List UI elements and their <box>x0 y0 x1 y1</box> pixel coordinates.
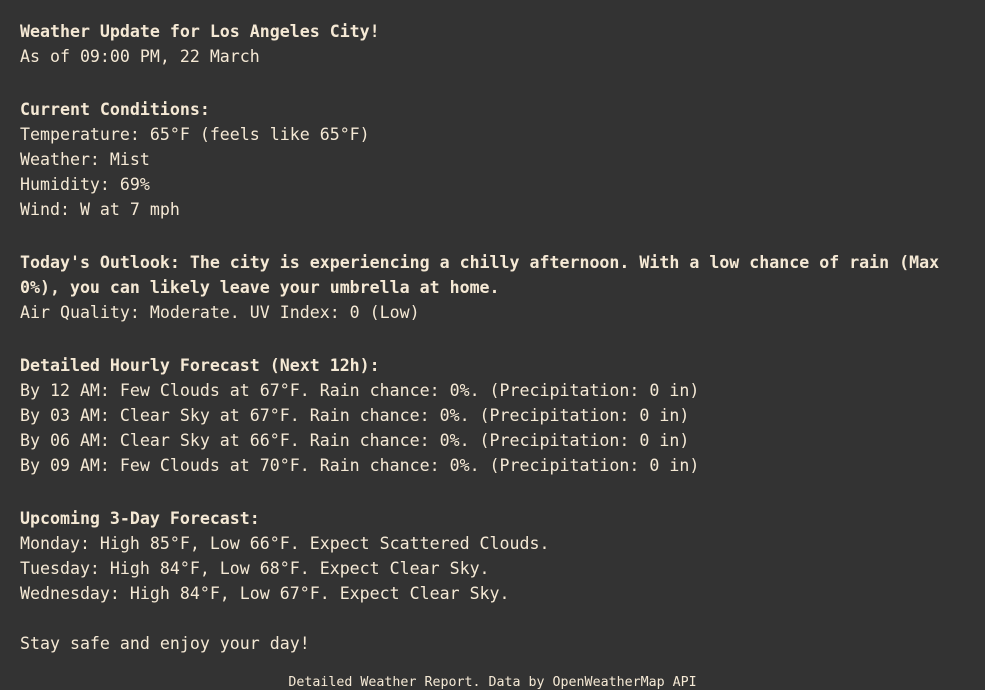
air-quality-line: Air Quality: Moderate. UV Index: 0 (Low) <box>20 303 420 322</box>
current-conditions-section <box>20 97 965 222</box>
hourly-forecast-line: By 12 AM: Few Clouds at 67°F. Rain chance: 0%. (Precipitation: 0 in) <box>20 381 700 400</box>
three-day-forecast-section <box>20 506 965 606</box>
report-footer: Detailed Weather Report. Data by OpenWeatherMap API <box>288 675 697 690</box>
report-timestamp: As of 09:00 PM, 22 March <box>20 47 260 66</box>
three-day-forecast-line: Monday: High 85°F, Low 66°F. Expect Scattered Clouds. <box>20 534 550 553</box>
current-humidity: Humidity: 69% <box>20 175 150 194</box>
report-title: Weather Update for Los Angeles City! <box>20 22 380 41</box>
weather-report-terminal <box>20 19 965 690</box>
outlook-section <box>20 250 965 325</box>
hourly-forecast-line: By 06 AM: Clear Sky at 66°F. Rain chance: 0%. (Precipitation: 0 in) <box>20 431 690 450</box>
hourly-forecast-heading: Detailed Hourly Forecast (Next 12h): <box>20 356 380 375</box>
current-conditions-heading: Current Conditions: <box>20 100 210 119</box>
hourly-forecast-section <box>20 353 965 478</box>
current-weather: Weather: Mist <box>20 150 150 169</box>
outlook-summary: Today's Outlook: The city is experiencing a chilly afternoon. With a low chance of rain (Max 0%), you can likely leave your umbrella at home. <box>20 253 950 297</box>
hourly-forecast-line: By 03 AM: Clear Sky at 67°F. Rain chance: 0%. (Precipitation: 0 in) <box>20 406 690 425</box>
three-day-forecast-line: Wednesday: High 84°F, Low 67°F. Expect Clear Sky. <box>20 584 510 603</box>
three-day-forecast-heading: Upcoming 3-Day Forecast: <box>20 509 260 528</box>
hourly-forecast-line: By 09 AM: Few Clouds at 70°F. Rain chance: 0%. (Precipitation: 0 in) <box>20 456 700 475</box>
closing-message: Stay safe and enjoy your day! <box>20 634 310 653</box>
current-wind: Wind: W at 7 mph <box>20 200 180 219</box>
three-day-forecast-line: Tuesday: High 84°F, Low 68°F. Expect Clear Sky. <box>20 559 490 578</box>
current-temperature: Temperature: 65°F (feels like 65°F) <box>20 125 370 144</box>
